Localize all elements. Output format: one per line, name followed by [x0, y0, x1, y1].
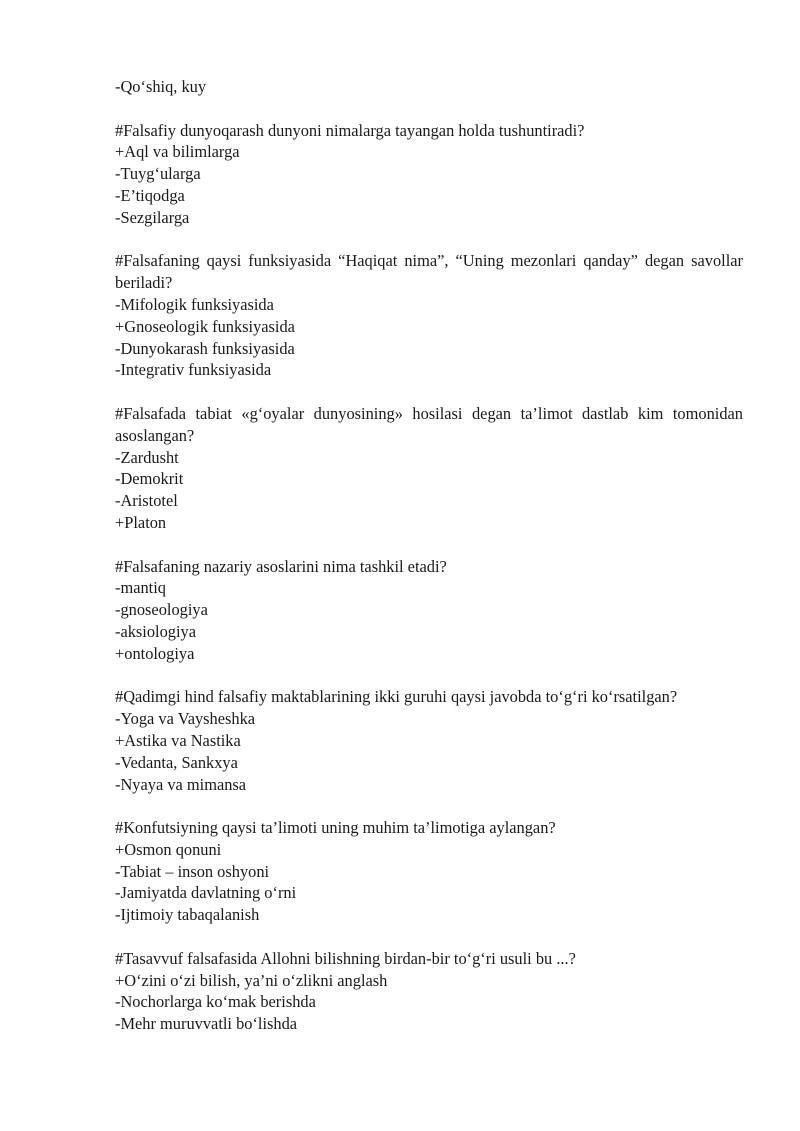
question-block	[115, 556, 743, 665]
answer-option: -Ijtimoiy tabaqalanish	[115, 905, 260, 925]
answer-option: -E’tiqodga	[115, 185, 185, 205]
answer-option: -Jamiyatda davlatning o‘rni	[115, 883, 297, 903]
question-block	[115, 817, 743, 926]
question-block	[115, 120, 743, 229]
answer-option: -Nochorlarga ko‘mak berishda	[115, 992, 316, 1012]
answer-option: -Nyaya va mimansa	[115, 774, 247, 794]
spacer	[115, 381, 743, 403]
question-block	[115, 250, 743, 381]
answer-option: -mantiq	[115, 578, 166, 598]
answer-option: -gnoseologiya	[115, 600, 208, 620]
spacer	[115, 665, 743, 687]
answer-option: -Dunyokarash funksiyasida	[115, 338, 295, 358]
question-text: #Falsafada tabiat «g‘oyalar dunyosining» hosilasi degan ta’limot dastlab kim tomonidan asoslangan?	[115, 403, 743, 445]
answer-option: +O‘zini o‘zi bilish, ya’ni o‘zlikni anglash	[115, 970, 388, 990]
question-text: #Falsafaning qaysi funksiyasida “Haqiqat nima”, “Uning mezonlari qanday” degan savollar beriladi?	[115, 251, 743, 293]
answer-option: +Aql va bilimlarga	[115, 142, 240, 162]
question-block	[115, 948, 743, 1035]
answer-option: -Zardusht	[115, 447, 179, 467]
answer-option: -Vedanta, Sankxya	[115, 752, 238, 772]
answer-option: +Platon	[115, 512, 167, 532]
spacer	[115, 795, 743, 817]
answer-option: -Integrativ funksiyasida	[115, 360, 272, 380]
question-text: #Konfutsiyning qaysi ta’limoti uning muhim ta’limotiga aylangan?	[115, 818, 556, 838]
answer-option: +Astika va Nastika	[115, 730, 241, 750]
answer-option: -Mifologik funksiyasida	[115, 294, 274, 314]
question-block	[115, 686, 743, 795]
answer-option: -Qo‘shiq, kuy	[115, 77, 207, 96]
document-page	[115, 76, 743, 1035]
answer-option: -Tabiat – inson oshyoni	[115, 861, 270, 881]
answer-option: -Aristotel	[115, 491, 178, 511]
answer-option: -Tuyg‘ularga	[115, 164, 201, 184]
question-text: #Falsafaning nazariy asoslarini nima tashkil etadi?	[115, 556, 447, 576]
answer-option: -Sezgilarga	[115, 207, 190, 227]
spacer	[115, 926, 743, 948]
question-text: #Qadimgi hind falsafiy maktablarining ikki guruhi qaysi javobda to‘g‘ri ko‘rsatilgan?	[115, 687, 678, 707]
answer-option: -aksiologiya	[115, 621, 197, 641]
answer-option: +Osmon qonuni	[115, 839, 222, 859]
question-text: #Falsafiy dunyoqarash dunyoni nimalarga tayangan holda tushuntiradi?	[115, 120, 585, 140]
answer-option: -Mehr muruvvatli bo‘lishda	[115, 1014, 298, 1034]
answer-option: +ontologiya	[115, 643, 195, 663]
spacer	[115, 534, 743, 556]
answer-option: +Gnoseologik funksiyasida	[115, 316, 295, 336]
spacer	[115, 98, 743, 120]
answer-option: -Yoga va Vaysheshka	[115, 709, 256, 729]
spacer	[115, 229, 743, 251]
answer-option: -Demokrit	[115, 469, 184, 489]
question-block	[115, 403, 743, 534]
question-text: #Tasavvuf falsafasida Allohni bilishning birdan-bir to‘g‘ri usuli bu ...?	[115, 948, 576, 968]
